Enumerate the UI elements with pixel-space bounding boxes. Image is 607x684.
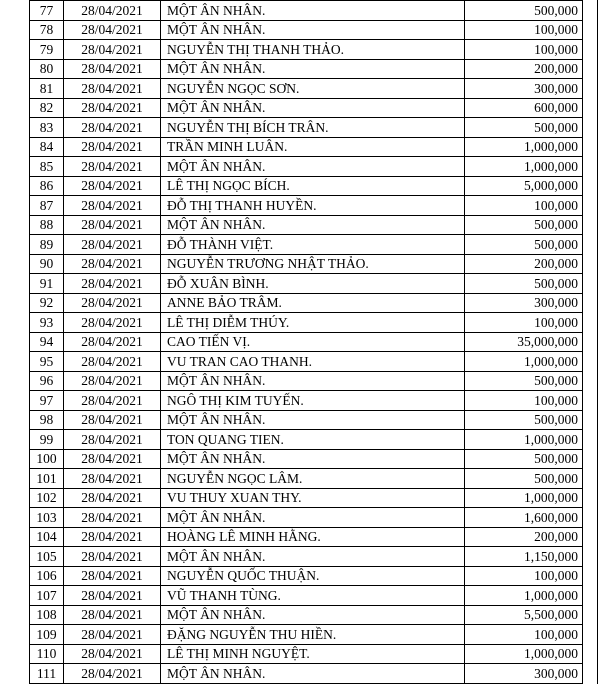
donation-date: 28/04/2021 — [64, 118, 161, 138]
donation-date: 28/04/2021 — [64, 410, 161, 430]
row-number: 90 — [30, 254, 64, 274]
donation-amount: 1,000,000 — [465, 586, 583, 606]
table-row — [30, 508, 583, 528]
row-number: 107 — [30, 586, 64, 606]
donation-amount: 100,000 — [465, 391, 583, 411]
donor-name: MỘT ÂN NHÂN. — [161, 410, 465, 430]
donation-date: 28/04/2021 — [64, 293, 161, 313]
table-row — [30, 59, 583, 79]
donation-date: 28/04/2021 — [64, 313, 161, 333]
donation-date: 28/04/2021 — [64, 352, 161, 372]
row-number: 84 — [30, 137, 64, 157]
table-row — [30, 566, 583, 586]
donor-name: ANNE BẢO TRÂM. — [161, 293, 465, 313]
donation-amount: 300,000 — [465, 293, 583, 313]
table-row — [30, 449, 583, 469]
table-row — [30, 625, 583, 645]
donation-date: 28/04/2021 — [64, 274, 161, 294]
row-number: 111 — [30, 664, 64, 684]
row-number: 85 — [30, 157, 64, 177]
page-edge-line — [597, 0, 598, 684]
donation-amount: 200,000 — [465, 59, 583, 79]
donation-amount: 100,000 — [465, 313, 583, 333]
donor-name: MỘT ÂN NHÂN. — [161, 664, 465, 684]
donation-date: 28/04/2021 — [64, 527, 161, 547]
donation-date: 28/04/2021 — [64, 391, 161, 411]
donor-name: VU TRAN CAO THANH. — [161, 352, 465, 372]
donor-name: TON QUANG TIEN. — [161, 430, 465, 450]
donor-name: ĐỖ THỊ THANH HUYỀN. — [161, 196, 465, 216]
row-number: 79 — [30, 40, 64, 60]
donation-amount: 1,600,000 — [465, 508, 583, 528]
table-row — [30, 98, 583, 118]
donation-date: 28/04/2021 — [64, 20, 161, 40]
donor-name: NGUYỄN THỊ THANH THẢO. — [161, 40, 465, 60]
row-number: 103 — [30, 508, 64, 528]
table-row — [30, 235, 583, 255]
donation-amount: 300,000 — [465, 79, 583, 99]
table-row — [30, 274, 583, 294]
row-number: 98 — [30, 410, 64, 430]
table-row — [30, 605, 583, 625]
row-number: 80 — [30, 59, 64, 79]
donation-amount: 100,000 — [465, 20, 583, 40]
table-row — [30, 313, 583, 333]
row-number: 94 — [30, 332, 64, 352]
donor-name: MỘT ÂN NHÂN. — [161, 449, 465, 469]
donation-amount: 1,000,000 — [465, 644, 583, 664]
donation-amount: 500,000 — [465, 469, 583, 489]
donation-amount: 5,000,000 — [465, 176, 583, 196]
donation-date: 28/04/2021 — [64, 235, 161, 255]
row-number: 87 — [30, 196, 64, 216]
donation-amount: 100,000 — [465, 196, 583, 216]
donation-amount: 1,150,000 — [465, 547, 583, 567]
donation-date: 28/04/2021 — [64, 157, 161, 177]
donation-amount: 500,000 — [465, 1, 583, 21]
row-number: 109 — [30, 625, 64, 645]
donation-amount: 35,000,000 — [465, 332, 583, 352]
row-number: 82 — [30, 98, 64, 118]
donation-date: 28/04/2021 — [64, 215, 161, 235]
donation-date: 28/04/2021 — [64, 605, 161, 625]
donation-amount: 500,000 — [465, 371, 583, 391]
table-row — [30, 547, 583, 567]
donor-name: MỘT ÂN NHÂN. — [161, 59, 465, 79]
donor-name: VU THUY XUAN THY. — [161, 488, 465, 508]
donor-name: LÊ THỊ NGỌC BÍCH. — [161, 176, 465, 196]
donation-date: 28/04/2021 — [64, 332, 161, 352]
donation-date: 28/04/2021 — [64, 176, 161, 196]
donation-amount: 500,000 — [465, 235, 583, 255]
donor-name: NGUYỄN THỊ BÍCH TRÂN. — [161, 118, 465, 138]
table-row — [30, 664, 583, 684]
table-row — [30, 410, 583, 430]
donation-date: 28/04/2021 — [64, 644, 161, 664]
donation-amount: 500,000 — [465, 215, 583, 235]
donor-name: VŨ THANH TÙNG. — [161, 586, 465, 606]
donation-date: 28/04/2021 — [64, 508, 161, 528]
row-number: 91 — [30, 274, 64, 294]
table-row — [30, 430, 583, 450]
donor-name: MỘT ÂN NHÂN. — [161, 157, 465, 177]
donation-date: 28/04/2021 — [64, 566, 161, 586]
donor-name: MỘT ÂN NHÂN. — [161, 508, 465, 528]
donation-amount: 5,500,000 — [465, 605, 583, 625]
donor-name: MỘT ÂN NHÂN. — [161, 20, 465, 40]
donation-amount: 300,000 — [465, 664, 583, 684]
donation-amount: 100,000 — [465, 566, 583, 586]
row-number: 108 — [30, 605, 64, 625]
table-row — [30, 371, 583, 391]
donation-date: 28/04/2021 — [64, 469, 161, 489]
table-row — [30, 644, 583, 664]
donation-date: 28/04/2021 — [64, 98, 161, 118]
donor-name: MỘT ÂN NHÂN. — [161, 371, 465, 391]
donor-name: LÊ THỊ MINH NGUYỆT. — [161, 644, 465, 664]
donor-name: CAO TIẾN VỊ. — [161, 332, 465, 352]
donation-table — [29, 0, 583, 684]
donor-name: HOÀNG LÊ MINH HẰNG. — [161, 527, 465, 547]
donor-name: ĐỖ THÀNH VIỆT. — [161, 235, 465, 255]
donation-table-body — [30, 1, 583, 684]
donor-name: NGÔ THỊ KIM TUYẾN. — [161, 391, 465, 411]
table-row — [30, 586, 583, 606]
donation-date: 28/04/2021 — [64, 79, 161, 99]
donation-amount: 1,000,000 — [465, 430, 583, 450]
donation-date: 28/04/2021 — [64, 137, 161, 157]
table-row — [30, 20, 583, 40]
donation-amount: 100,000 — [465, 625, 583, 645]
row-number: 100 — [30, 449, 64, 469]
table-row — [30, 137, 583, 157]
donor-name: LÊ THỊ DIỄM THÚY. — [161, 313, 465, 333]
row-number: 89 — [30, 235, 64, 255]
donation-amount: 1,000,000 — [465, 157, 583, 177]
donation-amount: 200,000 — [465, 254, 583, 274]
donation-amount: 1,000,000 — [465, 352, 583, 372]
donor-name: NGUYỄN NGỌC SƠN. — [161, 79, 465, 99]
donation-amount: 600,000 — [465, 98, 583, 118]
donation-date: 28/04/2021 — [64, 59, 161, 79]
donation-date: 28/04/2021 — [64, 488, 161, 508]
row-number: 81 — [30, 79, 64, 99]
row-number: 110 — [30, 644, 64, 664]
donation-amount: 1,000,000 — [465, 488, 583, 508]
donor-name: MỘT ÂN NHÂN. — [161, 215, 465, 235]
table-row — [30, 469, 583, 489]
row-number: 96 — [30, 371, 64, 391]
donation-amount: 200,000 — [465, 527, 583, 547]
donation-date: 28/04/2021 — [64, 449, 161, 469]
table-row — [30, 293, 583, 313]
donor-name: MỘT ÂN NHÂN. — [161, 605, 465, 625]
table-row — [30, 352, 583, 372]
donor-name: ĐẶNG NGUYỄN THU HIỀN. — [161, 625, 465, 645]
donation-amount: 500,000 — [465, 274, 583, 294]
table-row — [30, 40, 583, 60]
table-row — [30, 176, 583, 196]
table-row — [30, 1, 583, 21]
row-number: 106 — [30, 566, 64, 586]
donor-name: NGUYỄN QUỐC THUẬN. — [161, 566, 465, 586]
donation-date: 28/04/2021 — [64, 586, 161, 606]
row-number: 77 — [30, 1, 64, 21]
row-number: 78 — [30, 20, 64, 40]
donor-name: MỘT ÂN NHÂN. — [161, 1, 465, 21]
table-row — [30, 332, 583, 352]
donation-date: 28/04/2021 — [64, 371, 161, 391]
row-number: 102 — [30, 488, 64, 508]
donation-date: 28/04/2021 — [64, 664, 161, 684]
table-row — [30, 391, 583, 411]
donation-amount: 500,000 — [465, 449, 583, 469]
table-row — [30, 118, 583, 138]
donation-date: 28/04/2021 — [64, 196, 161, 216]
row-number: 101 — [30, 469, 64, 489]
donation-date: 28/04/2021 — [64, 254, 161, 274]
donor-name: MỘT ÂN NHÂN. — [161, 98, 465, 118]
table-row — [30, 488, 583, 508]
donation-amount: 500,000 — [465, 118, 583, 138]
row-number: 105 — [30, 547, 64, 567]
table-row — [30, 254, 583, 274]
row-number: 99 — [30, 430, 64, 450]
row-number: 92 — [30, 293, 64, 313]
donation-amount: 100,000 — [465, 40, 583, 60]
row-number: 93 — [30, 313, 64, 333]
donation-date: 28/04/2021 — [64, 625, 161, 645]
row-number: 83 — [30, 118, 64, 138]
donation-date: 28/04/2021 — [64, 430, 161, 450]
donor-name: NGUYỄN TRƯƠNG NHẬT THẢO. — [161, 254, 465, 274]
donor-name: TRẦN MINH LUÂN. — [161, 137, 465, 157]
donor-name: MỘT ÂN NHÂN. — [161, 547, 465, 567]
table-row — [30, 527, 583, 547]
row-number: 86 — [30, 176, 64, 196]
row-number: 104 — [30, 527, 64, 547]
row-number: 95 — [30, 352, 64, 372]
table-row — [30, 79, 583, 99]
donation-date: 28/04/2021 — [64, 547, 161, 567]
row-number: 97 — [30, 391, 64, 411]
donor-name: ĐỖ XUÂN BÌNH. — [161, 274, 465, 294]
donation-date: 28/04/2021 — [64, 40, 161, 60]
table-row — [30, 157, 583, 177]
table-row — [30, 215, 583, 235]
donation-date: 28/04/2021 — [64, 1, 161, 21]
donor-name: NGUYỄN NGỌC LÂM. — [161, 469, 465, 489]
table-row — [30, 196, 583, 216]
donation-amount: 1,000,000 — [465, 137, 583, 157]
donation-amount: 500,000 — [465, 410, 583, 430]
row-number: 88 — [30, 215, 64, 235]
